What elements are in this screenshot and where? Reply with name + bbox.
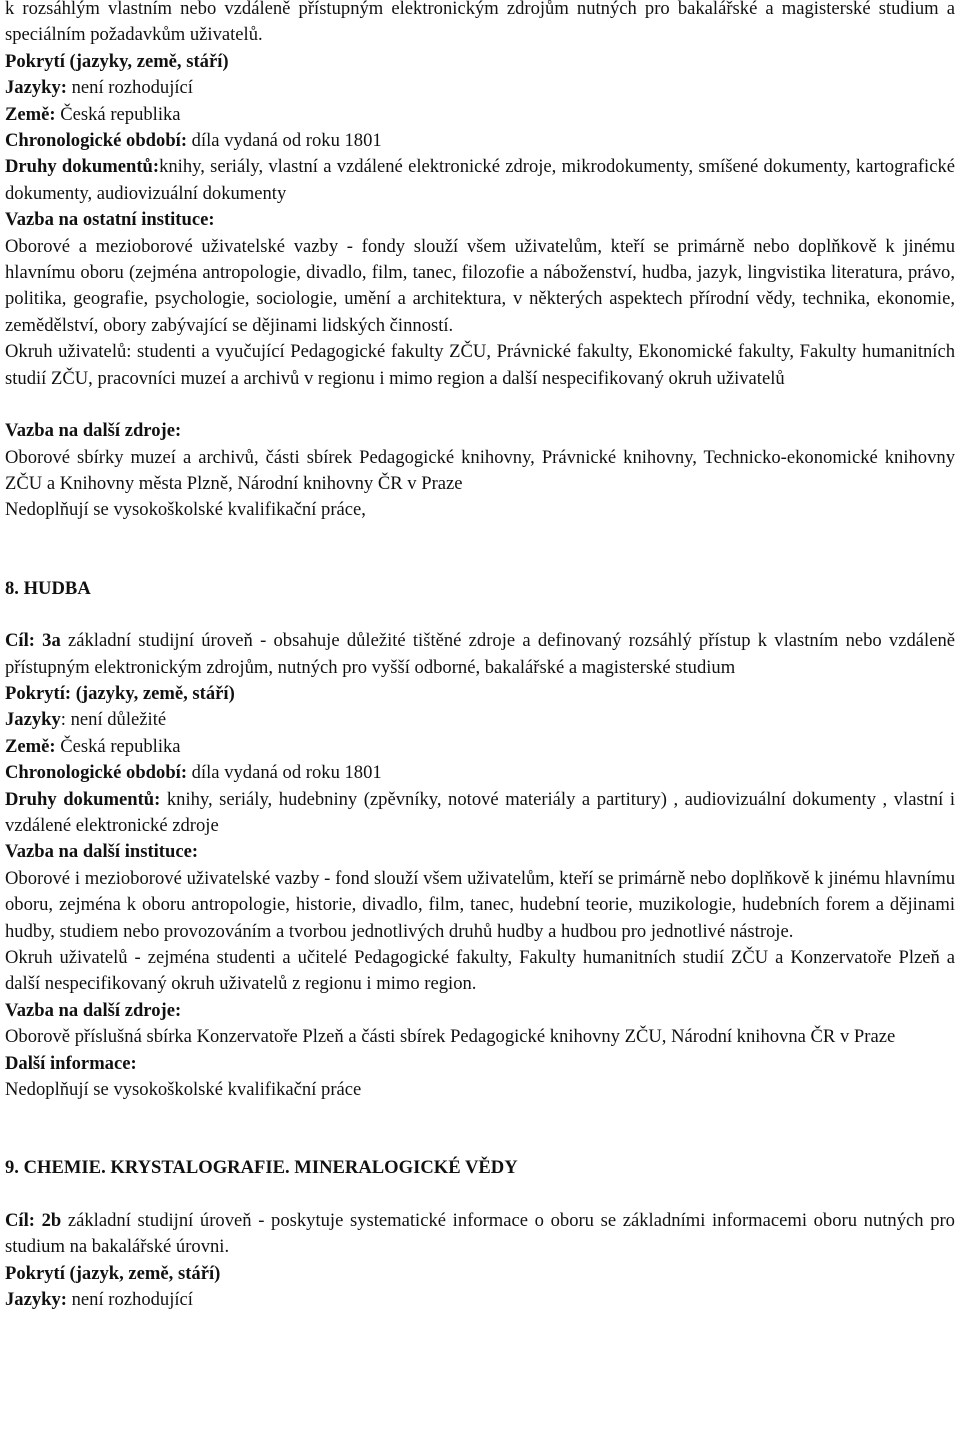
resources-text: Oborové sbírky muzeí a archivů, části sbírek Pedagogické knihovny, Právnické knihovny, Technicko-ekonomické knihovny ZČU a Knihovny města Plzně, Národní knihovny ČR v Praze bbox=[5, 446, 955, 494]
section-8-info-text: Nedoplňují se vysokoškolské kvalifikační práce bbox=[5, 1079, 362, 1101]
period-row: Chronologické období: díla vydaná od roku 1801 bbox=[5, 130, 382, 152]
section-8-heading: 8. HUDBA bbox=[5, 577, 91, 599]
users-text: Okruh uživatelů: studenti a vyučující Pedagogické fakulty ZČU, Právnické fakulty, Ekonomické fakulty, Fakulty humanitních studií ZČU, pracovníci muzeí a archivů v regionu i mimo region a další nespecifikovaný okruh uživatelů bbox=[5, 341, 955, 389]
note-text: Nedoplňují se vysokoškolské kvalifikační práce, bbox=[5, 499, 366, 521]
section-8-resources-label: Vazba na další zdroje: bbox=[5, 999, 182, 1021]
section-8-goal: Cíl: 3a základní studijní úroveň - obsahuje důležité tištěné zdroje a definovaný rozsáhlý přístup k vlastním nebo vzdáleně přístupným elektronickým zdrojům, nutných pro vyšší odborné, bakalářské a magisterské studium bbox=[5, 630, 955, 678]
section-8-info-label: Další informace: bbox=[5, 1052, 137, 1074]
doctypes-row: Druhy dokumentů:knihy, seriály, vlastní a vzdálené elektronické zdroje, mikrodokumenty, smíšené dokumenty, kartografické dokumenty, audiovizuální dokumenty bbox=[5, 156, 956, 204]
coverage-label: Pokrytí (jazyky, země, stáří) bbox=[5, 50, 229, 72]
section-9-languages-row: Jazyky: není rozhodující bbox=[5, 1289, 193, 1311]
section-9-heading: 9. CHEMIE. KRYSTALOGRAFIE. MINERALOGICKÉ VĚDY bbox=[5, 1157, 518, 1179]
institutions-text: Oborové a mezioborové uživatelské vazby - fondy slouží všem uživatelům, kteří se primárně nebo doplňkově k jinému hlavnímu oboru (zejména antropologie, divadlo, film, tanec, filozofie a náboženství, hudba, jazyk, lingvistika literatura, právo, politika, geografie, psychologie, sociologie, umění a architektura, v některých aspektech přírodní vědy, technika, ekonomie, zemědělství, obory zabývající se dějinami lidských činností. bbox=[5, 235, 955, 336]
section-8-resources-text: Oborově příslušná sbírka Konzervatoře Plzeň a části sbírek Pedagogické knihovny ZČU, Národní knihovna ČR v Praze bbox=[5, 1026, 896, 1048]
resources-label: Vazba na další zdroje: bbox=[5, 420, 182, 442]
section-8-users-text: Okruh uživatelů - zejména studenti a učitelé Pedagogické fakulty, Fakulty humanitních studií ZČU a Konzervatoře Plzeň a další nespecifikovaný okruh uživatelů z regionu i mimo region. bbox=[5, 947, 955, 995]
section-9-coverage-label: Pokrytí (jazyk, země, stáří) bbox=[5, 1262, 221, 1284]
section-8-period-row: Chronologické období: díla vydaná od roku 1801 bbox=[5, 762, 382, 784]
languages-row: Jazyky: není rozhodující bbox=[5, 77, 193, 99]
section-8-doctypes-row: Druhy dokumentů: knihy, seriály, hudebniny (zpěvníky, notové materiály a partitury) , audiovizuální dokumenty , vlastní i vzdálené elektronické zdroje bbox=[5, 788, 956, 836]
section-8-country-row: Země: Česká republika bbox=[5, 735, 181, 757]
section-8-coverage-label: Pokrytí: (jazyky, země, stáří) bbox=[5, 682, 235, 704]
intro-paragraph: k rozsáhlým vlastním nebo vzdáleně přístupným elektronickým zdrojům nutných pro bakalářské a magisterské studium a speciálním požadavkům uživatelů. bbox=[5, 0, 955, 46]
section-8-institutions-text: Oborové i mezioborové uživatelské vazby - fond slouží všem uživatelům, kteří se primárně nebo doplňkově k jinému hlavnímu oboru, zejména k oboru antropologie, historie, divadlo, film, tanec, hudební teorie, muzikologie, hudebních forem a dějinami hudby, studiem nebo provozováním a tvorbou jednotlivých druhů hudby a hudbou pro jednotlivé nástroje. bbox=[5, 867, 955, 942]
institutions-label: Vazba na ostatní instituce: bbox=[5, 209, 215, 231]
section-8-institutions-label: Vazba na další instituce: bbox=[5, 841, 199, 863]
section-8-languages-row: Jazyky: není důležité bbox=[5, 709, 167, 731]
section-9-goal: Cíl: 2b základní studijní úroveň - poskytuje systematické informace o oboru se základními informacemi oboru nutných pro studium na bakalářské úrovni. bbox=[5, 1209, 955, 1258]
country-row: Země: Česká republika bbox=[5, 103, 181, 125]
